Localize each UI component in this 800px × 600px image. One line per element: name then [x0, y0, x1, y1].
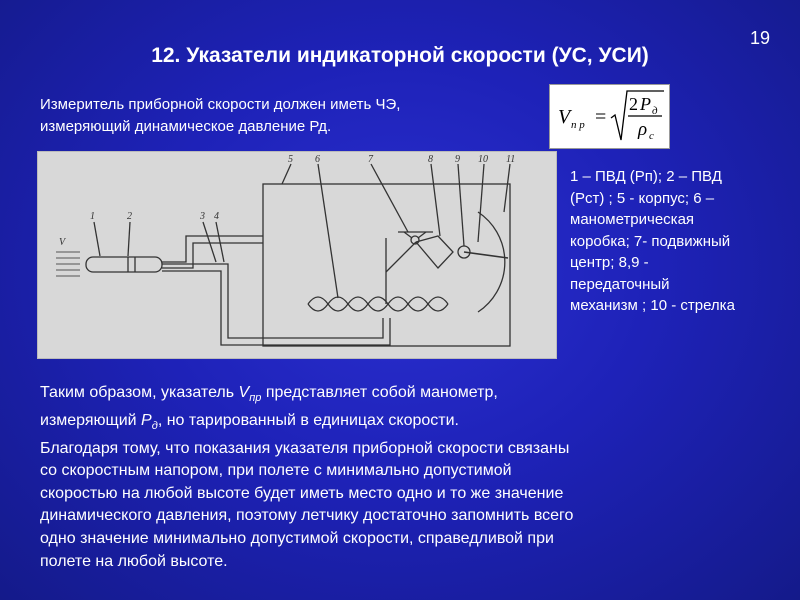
explanation-text: [40, 382, 795, 573]
body-line-6: динамического давления, поэтому летчику достаточно запомнить всего: [40, 507, 574, 525]
label-4: 4: [214, 211, 219, 222]
label-2: 2: [127, 211, 132, 222]
legend-line: коробка; 7- подвижный: [570, 232, 731, 250]
legend-line: (Рст) ; 5 - корпус; 6 –: [570, 189, 715, 207]
formula-num-coef: 2: [629, 94, 638, 114]
legend-line: манометрическая: [570, 211, 695, 228]
dial: [478, 212, 505, 312]
formula-graphic: [550, 85, 669, 148]
speed-formula: [549, 84, 670, 149]
label-7: 7: [368, 154, 373, 165]
label-10: 10: [478, 154, 488, 165]
variable-v: V: [238, 384, 250, 401]
transmission-sector: [416, 236, 453, 268]
label-5: 5: [288, 154, 293, 165]
body-text-fragment: представляет собой манометр,: [261, 384, 498, 401]
pitot-tube: [86, 257, 162, 272]
intro-line-1: Измеритель приборной скорости должен иметь ЧЭ,: [40, 96, 401, 113]
formula-num-sub: д: [652, 105, 658, 117]
body-line-5: скоростью на любой высоте будет иметь место одно и то же значение: [40, 484, 564, 502]
formula-lhs-sub: п р: [571, 119, 585, 131]
slide-title: 12. Указатели индикаторной скорости (УС, УСИ): [151, 44, 649, 67]
instrument-schematic: [38, 152, 556, 358]
formula-equals: =: [595, 106, 607, 128]
formula-den-sub: c: [649, 130, 654, 142]
legend-line: центр; 8,9 -: [570, 254, 649, 271]
formula-num-var: P: [640, 94, 651, 114]
instrument-diagram: [37, 151, 557, 359]
body-line-3: Благодаря тому, что показания указателя приборной скорости связаны: [40, 439, 570, 457]
body-line-1: [40, 382, 795, 410]
legend-line: передаточный: [570, 275, 670, 293]
label-1: 1: [90, 211, 95, 222]
legend-line: 1 – ПВД (Рп); 2 – ПВД: [570, 168, 722, 185]
body-line-7: одно значение минимально допустимой скорости, справедливой при: [40, 529, 554, 547]
variable-p-sub: д: [151, 419, 158, 432]
body-line-4: со скоростным напором, при полете с минимально допустимой: [40, 462, 512, 480]
label-3: 3: [200, 211, 205, 222]
label-9: 9: [455, 154, 460, 165]
slide-number: 19: [749, 28, 770, 48]
label-8: 8: [428, 154, 433, 165]
formula-den-var: ρ: [638, 119, 648, 140]
variable-v-sub: пр: [249, 392, 262, 405]
label-11: 11: [506, 154, 516, 165]
variable-p: P: [141, 411, 152, 429]
legend-line: механизм ; 10 - стрелка: [570, 297, 735, 314]
intro-text: [40, 94, 540, 138]
body-text-fragment: измеряющий: [40, 411, 142, 429]
body-text-fragment: Таким образом, указатель: [40, 384, 239, 401]
diagram-legend: [570, 166, 792, 317]
body-text-fragment: , но тарированный в единицах скорости.: [157, 411, 459, 429]
label-6: 6: [315, 154, 320, 165]
needle: [464, 252, 508, 258]
manometric-box: [308, 297, 448, 311]
body-line-2: [40, 410, 795, 438]
intro-line-2: измеряющий динамическое давление Рд.: [40, 118, 332, 135]
body-line-8: полете на любой высоте.: [40, 552, 228, 570]
formula-lhs: V: [558, 106, 571, 128]
label-v: V: [59, 237, 66, 248]
